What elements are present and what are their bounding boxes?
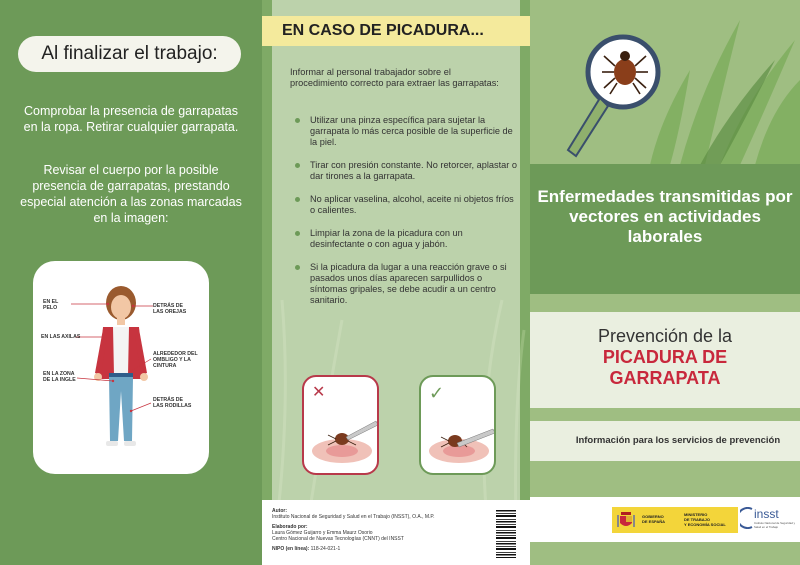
list-item: Tirar con presión constante. No retorcer, aplastar o dar tirones a la garrapata. (290, 160, 518, 182)
bullet-icon (295, 163, 300, 168)
list-item: Limpiar la zona de la picadura con un desinfectante o con agua y jabón. (290, 228, 518, 250)
author-label: Autor: (272, 508, 287, 514)
insst-mark-icon (740, 507, 754, 529)
procedure-list (290, 115, 518, 318)
intro-text: Informar al personal trabajador sobre el procedimiento correcto para extraer las garrapatas: (290, 67, 499, 88)
list-item: Utilizar una pinza específica para sujetar la garrapata lo más cerca posible de la superficie de la piel. (290, 115, 518, 148)
label-groin: EN LA ZONA DE LA INGLE (43, 371, 76, 383)
nipo-line: NIPO (en línea): 118-24-021-1 (272, 546, 341, 552)
label-hair: EN EL PELO (43, 299, 59, 311)
label-behind-knees: DETRÁS DE LAS RODILLAS (153, 397, 192, 409)
section-title-end-of-work: Al finalizar el trabajo: (18, 36, 241, 72)
correct-icon: ✓ (429, 383, 445, 404)
insst-logo (740, 505, 798, 535)
gobierno-text: GOBIERNO DE ESPAÑA (642, 514, 666, 524)
correct-removal-card (419, 375, 496, 475)
check-body-text: Revisar el cuerpo por la posible presencia de garrapatas, prestando especial atención a las zonas marcadas en la imagen: (20, 163, 242, 225)
label-behind-ears: DETRÁS DE LAS OREJAS (153, 303, 187, 315)
bullet-icon (295, 197, 300, 202)
middle-panel (262, 0, 530, 565)
bullet-icon (295, 265, 300, 270)
insst-subtitle: Instituto Nacional de Seguridad y Salud en el Trabajo (754, 521, 796, 529)
bullet-icon (295, 118, 300, 123)
subtitle-line-3: GARRAPATA (609, 368, 721, 388)
wrong-removal-card (302, 375, 379, 475)
barcode-icon (496, 510, 516, 558)
list-item: No aplicar vaselina, alcohol, aceite ni objetos fríos o calientes. (290, 194, 518, 216)
left-panel (0, 0, 262, 565)
elaborado-label: Elaborado por: (272, 524, 308, 530)
body-check-illustration (33, 261, 209, 474)
check-clothes-text: Comprobar la presencia de garrapatas en la ropa. Retirar cualquier garrapata. (23, 104, 239, 134)
section-header-bite: EN CASO DE PICADURA... (262, 16, 530, 46)
label-armpits: EN LAS AXILAS (41, 334, 81, 340)
government-logo (612, 507, 738, 533)
elaborado-names: Laura Gómez Guijarro y Emma Maurz Osorio (272, 530, 373, 536)
subtitle-line-1: Prevención de la (597, 326, 733, 346)
author-text: Instituto Nacional de Seguridad y Salud en el Trabajo (INSST), O.A., M.P. (272, 514, 435, 520)
audience-text: Información para los servicios de prevención (530, 421, 800, 461)
insst-wordmark: insst (754, 507, 779, 521)
cover-title-box: Enfermedades transmitidas por vectores en actividades laborales (530, 164, 800, 294)
credits-block (262, 500, 530, 565)
bullet-icon (295, 231, 300, 236)
right-panel (530, 0, 800, 565)
list-item: Si la picadura da lugar a una reacción grave o si pasados unos días aparecen sarpullidos o síntomas gripales, se debe acudir a un centro sanitario. (290, 262, 518, 306)
logo-strip (530, 497, 800, 542)
label-navel-waist: ALREDEDOR DEL OMBLIGO Y LA CINTURA (153, 351, 198, 369)
elaborado-centre: Centro Nacional de Nuevas Tecnologías (CNNT) del INSST (272, 536, 404, 542)
cover-subtitle-box (530, 312, 800, 408)
subtitle-line-2: PICADURA DE (602, 347, 728, 367)
coat-of-arms-icon (615, 509, 637, 531)
wrong-icon: ✕ (312, 382, 326, 401)
ministerio-text: MINISTERIO DE TRABAJO Y ECONOMÍA SOCIAL (684, 512, 726, 527)
